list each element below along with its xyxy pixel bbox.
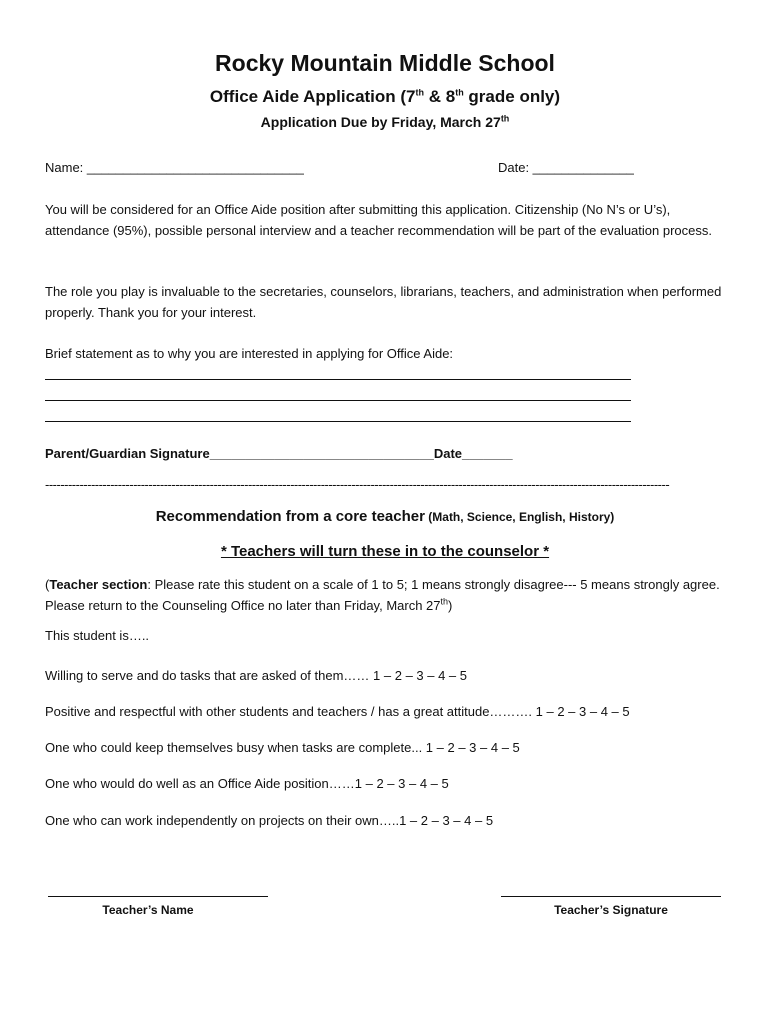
name-field[interactable]: Name: ______________________________ bbox=[45, 160, 304, 175]
date-field[interactable]: Date: ______________ bbox=[498, 160, 634, 175]
teacher-signature-label: Teacher’s Signature bbox=[554, 903, 668, 917]
statement-prompt: Brief statement as to why you are interested in applying for Office Aide: bbox=[45, 346, 454, 361]
due-date: Application Due by Friday, March 27th bbox=[260, 113, 510, 130]
rating-item[interactable]: One who could keep themselves busy when tasks are complete... 1 – 2 – 3 – 4 – 5 bbox=[45, 740, 520, 755]
statement-line-2[interactable] bbox=[45, 400, 631, 401]
statement-line-1[interactable] bbox=[45, 379, 631, 380]
teacher-instructions: (Teacher section: Please rate this student on a scale of 1 to 5; 1 means strongly disagree--- 5 means strongly agree. Please return to the Counseling Office no later than Friday, March 27th) bbox=[45, 577, 720, 613]
role-paragraph: The role you play is invaluable to the secretaries, counselors, librarians, teachers, and administration when performed properly. Thank you for your interest. bbox=[45, 284, 722, 320]
recommendation-heading: Recommendation from a core teacher (Math, Science, English, History) bbox=[155, 508, 615, 525]
school-name: Rocky Mountain Middle School bbox=[215, 50, 555, 76]
rating-item[interactable]: One who would do well as an Office Aide position……1 – 2 – 3 – 4 – 5 bbox=[45, 776, 449, 791]
teacher-notice: * Teachers will turn these in to the counselor * bbox=[220, 543, 550, 560]
rating-item[interactable]: Willing to serve and do tasks that are asked of them…… 1 – 2 – 3 – 4 – 5 bbox=[45, 668, 468, 683]
section-divider: ------------------------------------------------------------------------------------------------------------------------------------------------------------------- bbox=[45, 477, 670, 492]
teacher-name-label: Teacher’s Name bbox=[102, 903, 194, 917]
intro-paragraph: You will be considered for an Office Aide position after submitting this application. Citizenship (No N’s or U’s), attendance (95%), possible personal interview and a teacher recommendation will be part of the evaluation process. bbox=[45, 202, 712, 238]
teacher-signature-line[interactable] bbox=[501, 896, 721, 897]
form-subtitle: Office Aide Application (7th & 8th grade only) bbox=[209, 87, 561, 106]
statement-line-3[interactable] bbox=[45, 421, 631, 422]
parent-signature-field[interactable]: Parent/Guardian Signature_______________________________Date_______ bbox=[45, 446, 513, 461]
teacher-name-line[interactable] bbox=[48, 896, 268, 897]
rating-item[interactable]: Positive and respectful with other students and teachers / has a great attitude………. 1 – 2 – 3 – 4 – 5 bbox=[45, 704, 630, 719]
student-intro: This student is….. bbox=[45, 628, 150, 643]
rating-item[interactable]: One who can work independently on projects on their own…..1 – 2 – 3 – 4 – 5 bbox=[45, 813, 494, 828]
